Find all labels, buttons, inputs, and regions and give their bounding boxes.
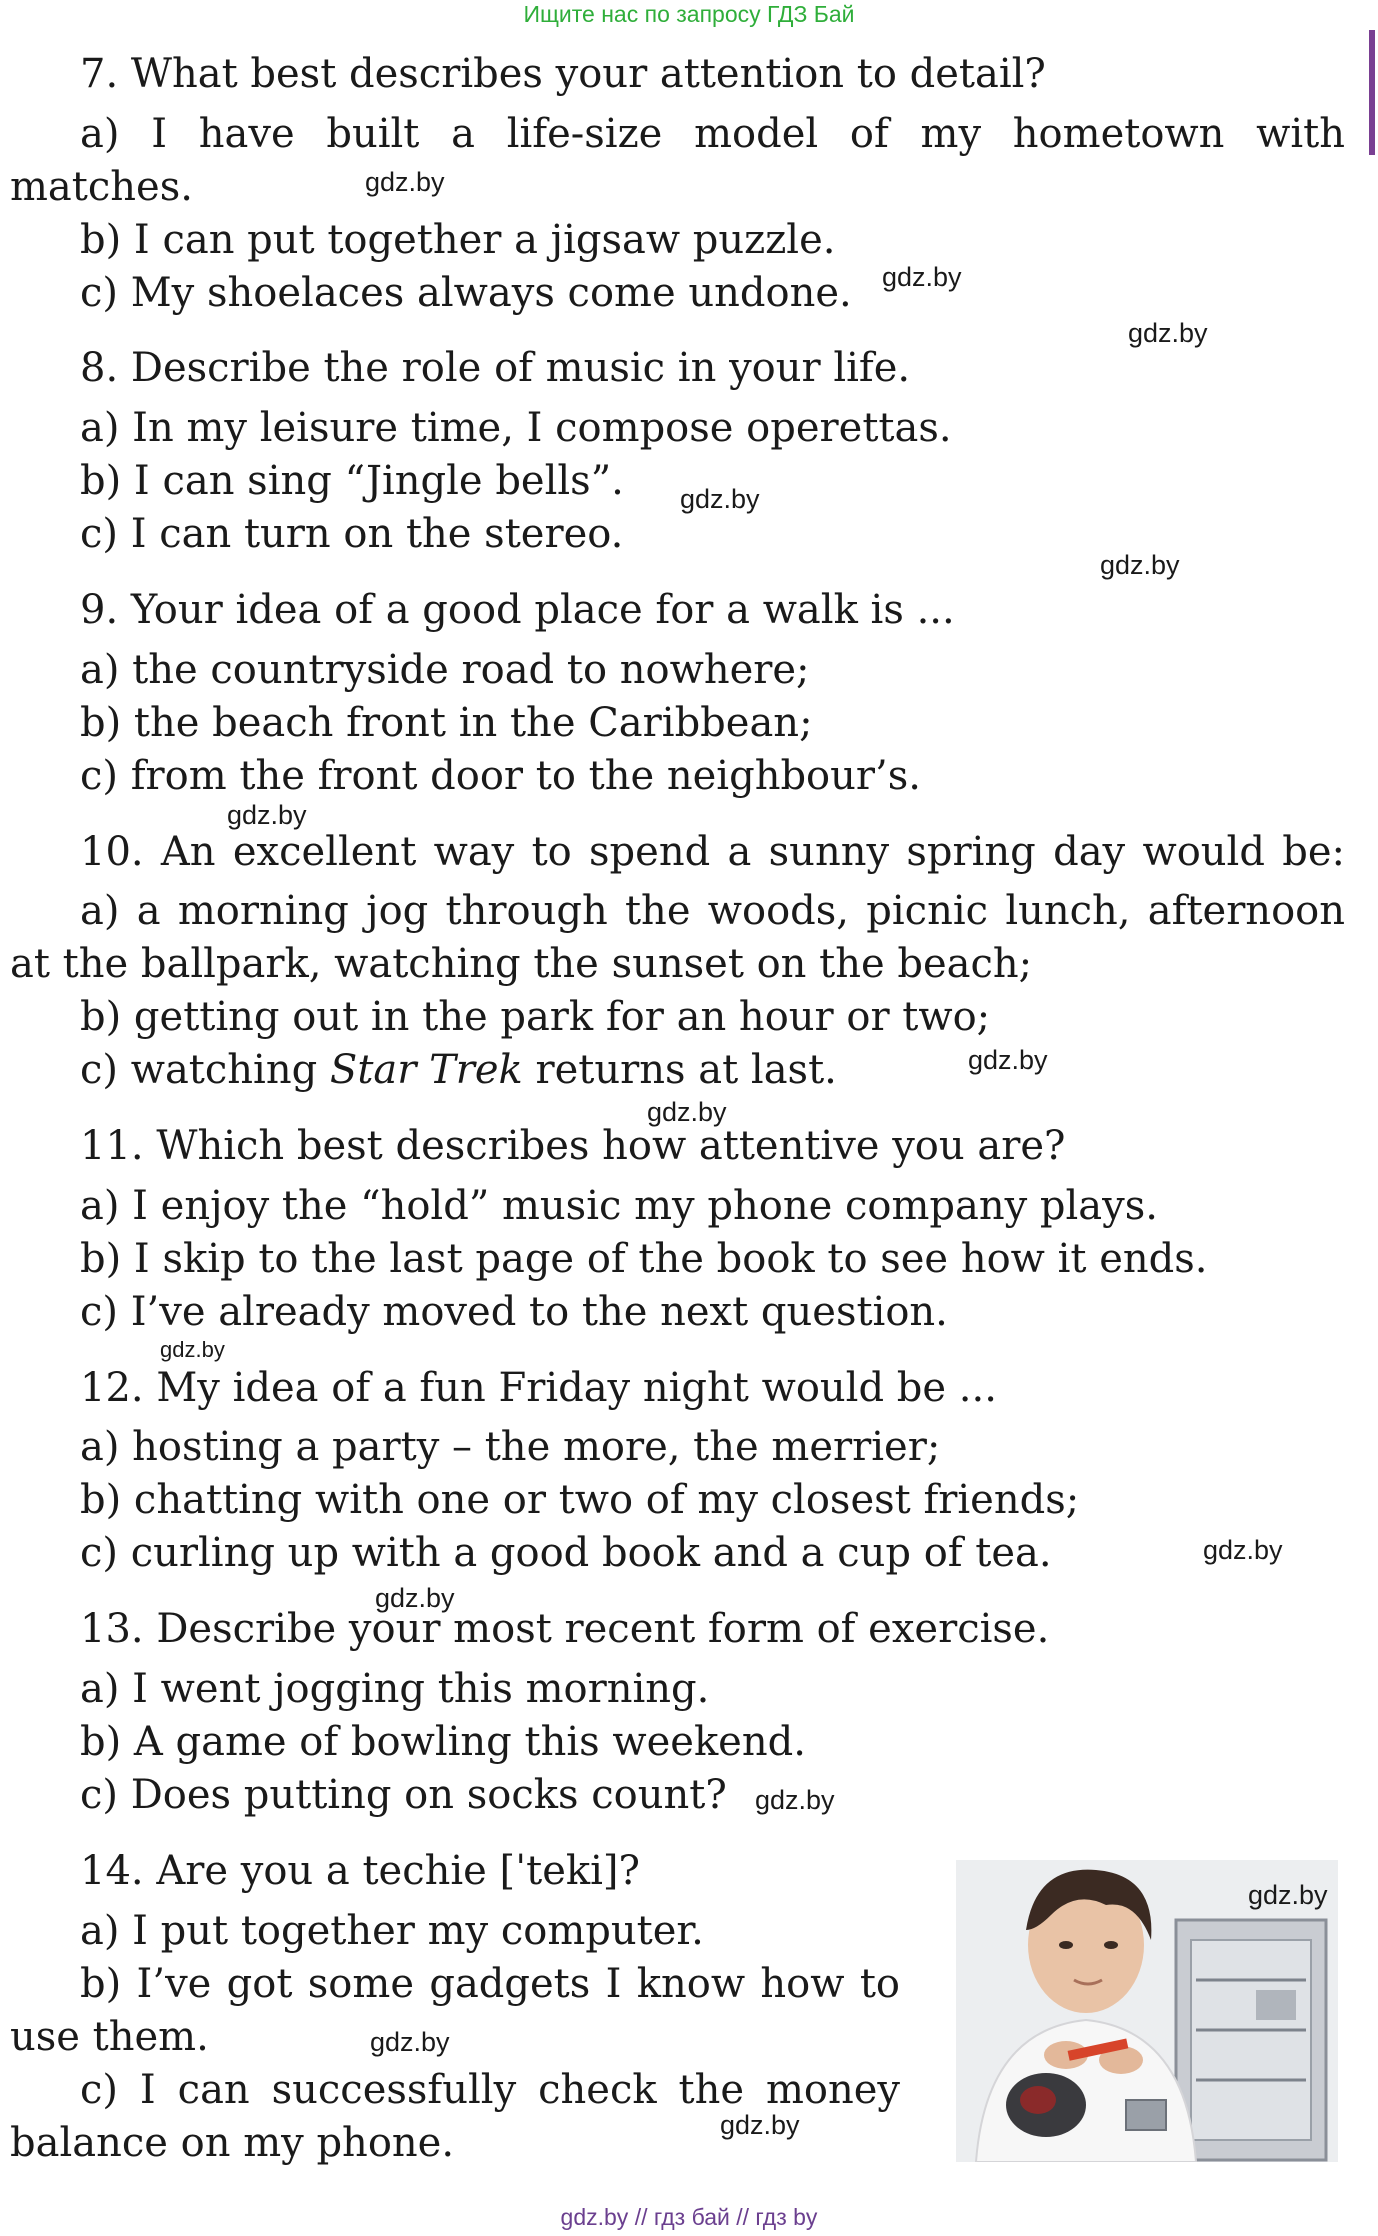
question-14-option-c: c) I can successfully check the money bbox=[80, 2067, 900, 2113]
question-11-title: 11. Which best describes how attentive you are? bbox=[80, 1123, 1066, 1169]
watermark: gdz.by bbox=[370, 2027, 450, 2057]
watermark: gdz.by bbox=[365, 167, 445, 197]
question-10-option-a-cont: at the ballpark, watching the sunset on the beach; bbox=[10, 941, 1033, 987]
question-14-option-c-cont: balance on my phone. bbox=[10, 2120, 455, 2166]
watermark: gdz.by bbox=[720, 2110, 800, 2140]
question-11-option-b: b) I skip to the last page of the book to see how it ends. bbox=[80, 1236, 1208, 1282]
computer-case bbox=[1176, 1920, 1326, 2160]
watermark: gdz.by bbox=[1128, 318, 1208, 348]
question-7-option-a: a) I have built a life-size model of my hometown with bbox=[80, 111, 1345, 157]
question-13-option-b: b) A game of bowling this weekend. bbox=[80, 1719, 806, 1765]
watermark: gdz.by bbox=[1248, 1880, 1328, 1910]
question-8-option-c: c) I can turn on the stereo. bbox=[80, 511, 624, 557]
page-header: Ищите нас по запросу ГДЗ Бай bbox=[523, 1, 855, 27]
question-14-title: 14. Are you a techie [ˈteki]? bbox=[80, 1848, 640, 1894]
question-7-title: 7. What best describes your attention to detail? bbox=[80, 51, 1046, 97]
watermark: gdz.by bbox=[968, 1045, 1048, 1075]
watermark: gdz.by bbox=[375, 1583, 455, 1613]
question-7-option-a-cont: matches. bbox=[10, 164, 193, 210]
show-title-italic: Star Trek bbox=[329, 1047, 523, 1093]
question-13-option-c: c) Does putting on socks count? bbox=[80, 1772, 727, 1818]
question-12-option-c: c) curling up with a good book and a cup of tea. bbox=[80, 1530, 1052, 1576]
question-10-option-a: a) a morning jog through the woods, picnic lunch, afternoon bbox=[80, 888, 1345, 934]
watermark: gdz.by bbox=[227, 800, 307, 830]
page-edge-marker bbox=[1369, 30, 1375, 155]
question-9-title: 9. Your idea of a good place for a walk is ... bbox=[80, 587, 955, 633]
question-11-option-a: a) I enjoy the “hold” music my phone company plays. bbox=[80, 1183, 1158, 1229]
watermark: gdz.by bbox=[882, 262, 962, 292]
option-c-suffix: returns at last. bbox=[522, 1047, 837, 1093]
question-9-option-a: a) the countryside road to nowhere; bbox=[80, 647, 810, 693]
watermark: gdz.by bbox=[680, 484, 760, 514]
question-10-option-b: b) getting out in the park for an hour or two; bbox=[80, 994, 991, 1040]
question-13-option-a: a) I went jogging this morning. bbox=[80, 1666, 710, 1712]
question-10-title: 10. An excellent way to spend a sunny spring day would be: bbox=[80, 829, 1345, 875]
watermark: gdz.by bbox=[647, 1097, 727, 1127]
watermark: gdz.by bbox=[1100, 550, 1180, 580]
question-8-option-b: b) I can sing “Jingle bells”. bbox=[80, 458, 624, 504]
watermark: gdz.by bbox=[160, 1337, 225, 1362]
question-11-option-c: c) I’ve already moved to the next question. bbox=[80, 1289, 948, 1335]
question-12-title: 12. My idea of a fun Friday night would be ... bbox=[80, 1365, 997, 1411]
question-8-option-a: a) In my leisure time, I compose operettas. bbox=[80, 405, 952, 451]
question-14-option-a: a) I put together my computer. bbox=[80, 1908, 704, 1954]
question-9-option-c: c) from the front door to the neighbour’s. bbox=[80, 753, 921, 799]
question-13-title: 13. Describe your most recent form of exercise. bbox=[80, 1606, 1050, 1652]
watermark: gdz.by bbox=[755, 1785, 835, 1815]
question-7-option-b: b) I can put together a jigsaw puzzle. bbox=[80, 217, 836, 263]
question-12-option-a: a) hosting a party – the more, the merrier; bbox=[80, 1424, 941, 1470]
question-8-title: 8. Describe the role of music in your life. bbox=[80, 345, 911, 391]
question-10-option-c bbox=[80, 1044, 837, 1096]
question-7-option-c: c) My shoelaces always come undone. bbox=[80, 270, 852, 316]
page-footer: gdz.by // гдз бай // гдз by bbox=[560, 2204, 818, 2230]
question-9-option-b: b) the beach front in the Caribbean; bbox=[80, 700, 813, 746]
question-12-option-b: b) chatting with one or two of my closest friends; bbox=[80, 1477, 1080, 1523]
question-14-option-b: b) I’ve got some gadgets I know how to bbox=[80, 1961, 900, 2007]
watermark: gdz.by bbox=[1203, 1535, 1283, 1565]
option-c-prefix: c) watching bbox=[80, 1047, 330, 1093]
question-14-option-b-cont: use them. bbox=[10, 2014, 209, 2060]
